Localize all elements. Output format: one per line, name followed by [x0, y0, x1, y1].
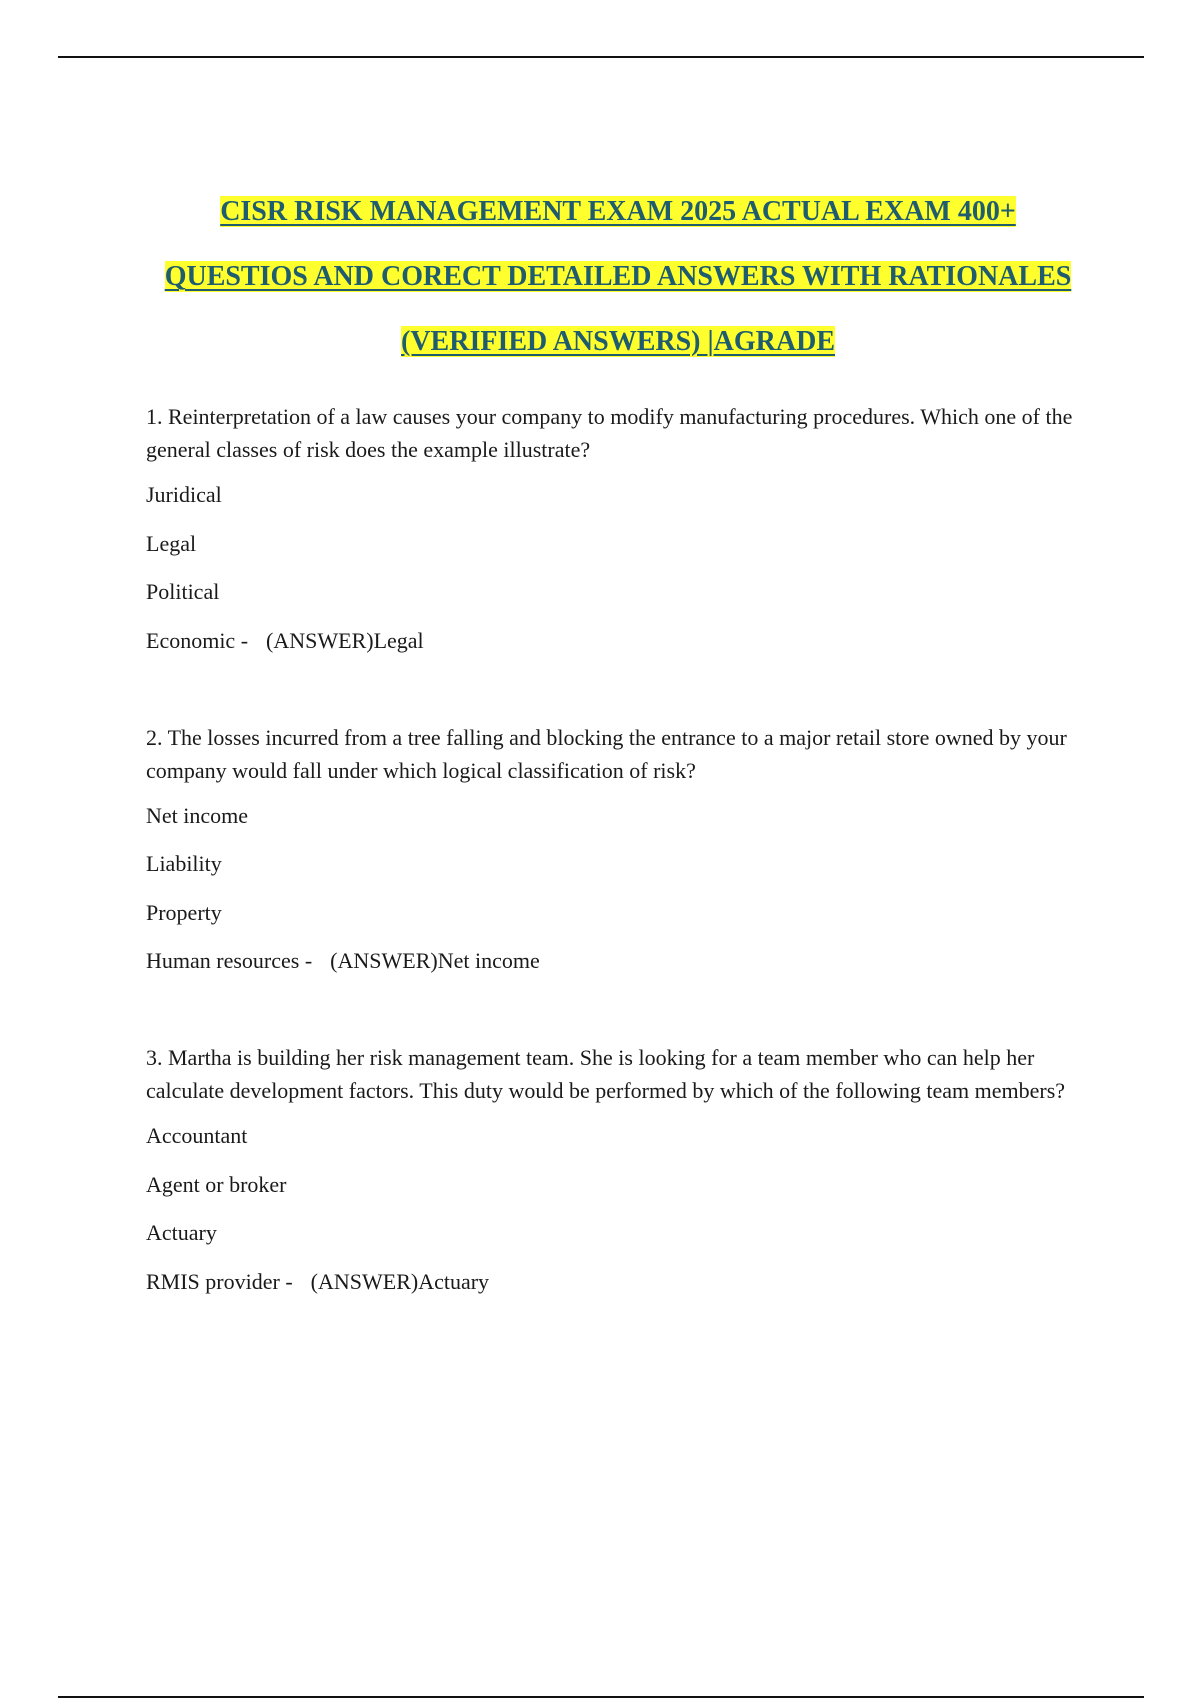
correct-answer: (ANSWER)Net income	[330, 948, 540, 973]
answer-option: Legal	[146, 530, 197, 556]
questions-list	[146, 400, 1098, 1362]
answer-option: Agent or broker	[146, 1171, 287, 1197]
answer-option: Accountant	[146, 1123, 248, 1148]
header-rule	[58, 56, 1144, 58]
answer-option: Property	[146, 899, 222, 925]
footer-rule	[58, 1696, 1144, 1698]
question-text: 2. The losses incurred from a tree falling and blocking the entrance to a major retail store owned by your company would fall under which logical classification of risk?	[146, 724, 1067, 783]
answer-option-label: Economic -	[146, 627, 249, 653]
answer-option-final	[146, 624, 1098, 657]
question-text: 1. Reinterpretation of a law causes your company to modify manufacturing procedures. Which one of the general classes of risk does the example illustrate?	[146, 404, 1073, 462]
document-title	[0, 188, 1200, 383]
correct-answer: (ANSWER)Legal	[266, 627, 424, 653]
title-line: (VERIFIED ANSWERS) |AGRADE	[401, 326, 835, 357]
answer-option: Juridical	[146, 482, 222, 507]
question-block	[146, 721, 1098, 978]
answer-option: Liability	[146, 851, 222, 876]
answer-option-final	[146, 1265, 1098, 1298]
answer-option: Net income	[146, 802, 249, 828]
question-block	[146, 400, 1098, 657]
answer-option: Political	[146, 579, 220, 604]
title-line: CISR RISK MANAGEMENT EXAM 2025 ACTUAL EXAM 400+	[220, 196, 1016, 227]
answer-option-label: Human resources -	[146, 948, 313, 973]
question-block	[146, 1041, 1098, 1298]
title-line: QUESTIOS AND CORECT DETAILED ANSWERS WITH RATIONALES	[164, 261, 1072, 292]
question-text: 3. Martha is building her risk management team. She is looking for a team member who can help her calculate development factors. This duty would be performed by which of the following team members?	[146, 1045, 1066, 1103]
answer-option-final	[146, 944, 1098, 977]
answer-option-label: RMIS provider -	[146, 1268, 293, 1294]
correct-answer: (ANSWER)Actuary	[310, 1268, 490, 1294]
answer-option: Actuary	[146, 1220, 217, 1245]
